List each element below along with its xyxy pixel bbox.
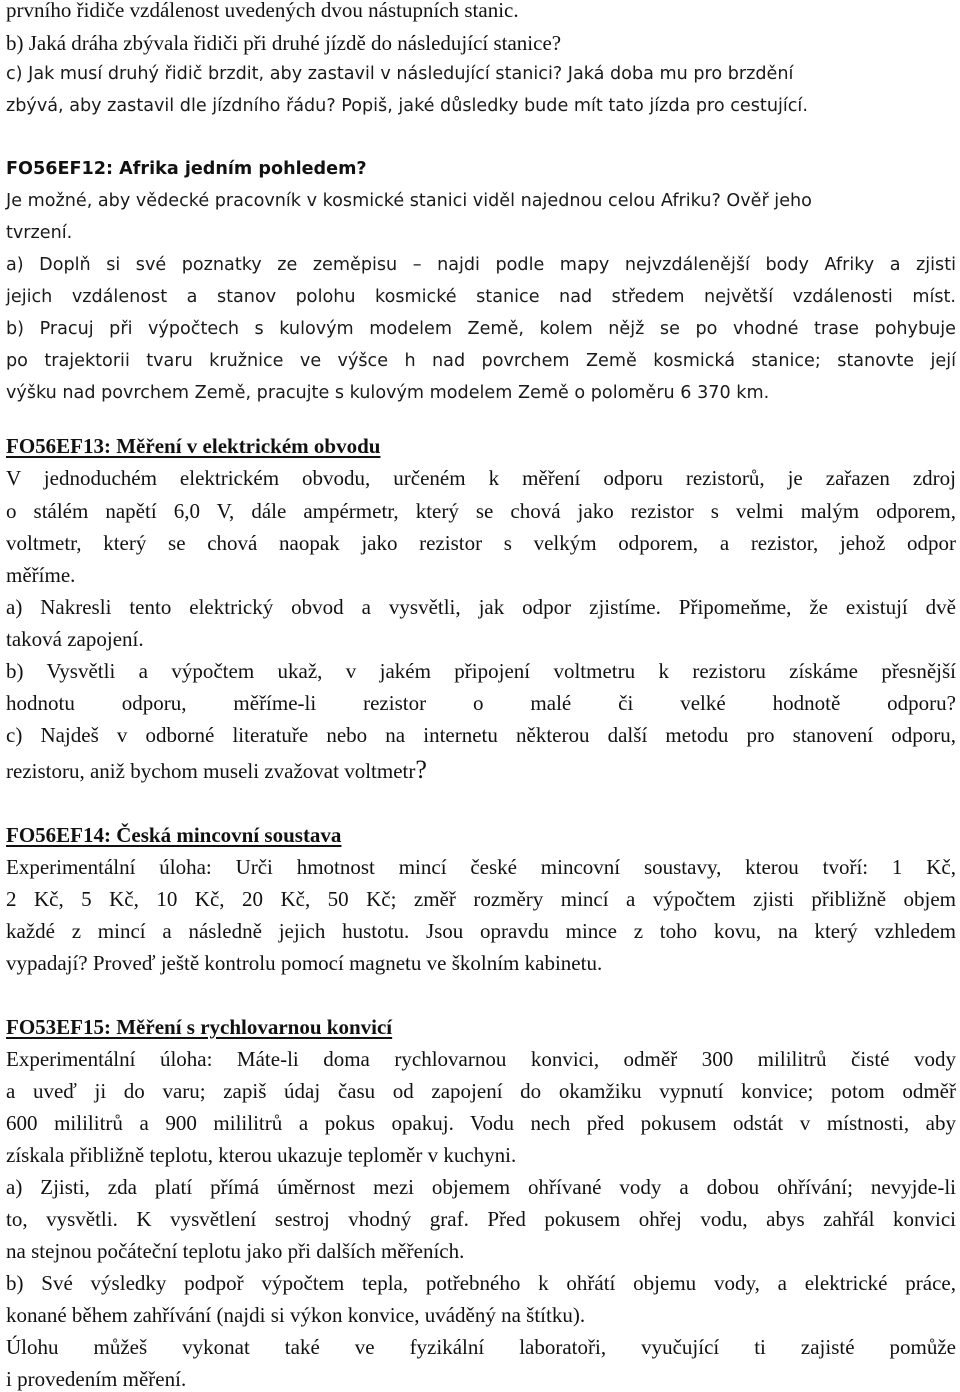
text-line: a) Nakresli tento elektrický obvod a vysvětli, jak odpor zjistíme. Připomeňme, že existují dvě xyxy=(6,595,956,619)
text-line: konané během zahřívání (najdi si výkon konvice, uváděný na štítku). xyxy=(6,1303,586,1327)
text-line: 2 Kč, 5 Kč, 10 Kč, 20 Kč, 50 Kč; změř rozměry mincí a výpočtem zjisti přibližně objem xyxy=(6,887,956,911)
section-heading-ef13: FO56EF13: Měření v elektrickém obvodu xyxy=(6,434,381,458)
text-line: získala přibližně teplotu, kterou ukazuje teploměr v kuchyni. xyxy=(6,1143,517,1167)
text-line: po trajektorii tvaru kružnice ve výšce h nad povrchem Země kosmická stanice; stanovte její xyxy=(6,351,956,371)
text-line: V jednoduchém elektrickém obvodu, určeném k měření odporu rezistorů, je zařazen zdroj xyxy=(6,466,956,490)
text-line: prvního řidiče vzdálenost uvedených dvou nástupních stanic. xyxy=(6,0,519,22)
text-line: Experimentální úloha: Urči hmotnost mincí české mincovní soustavy, kterou tvoří: 1 Kč, xyxy=(6,855,956,879)
section-heading-ef12: FO56EF12: Afrika jedním pohledem? xyxy=(6,159,367,179)
text-line: hodnotu odporu, měříme-li rezistor o malé či velké hodnotě odporu? xyxy=(6,691,956,715)
section-heading-ef15: FO53EF15: Měření s rychlovarnou konvicí xyxy=(6,1015,393,1039)
text-line: to, vysvětli. K vysvětlení sestroj vhodný graf. Před pokusem ohřej vodu, abys zahřál konvici xyxy=(6,1207,956,1231)
text-line: taková zapojení. xyxy=(6,627,144,651)
text-line: b) Své výsledky podpoř výpočtem tepla, potřebného k ohřátí objemu vody, a elektrické práce, xyxy=(6,1271,956,1295)
text-line: Experimentální úloha: Máte-li doma rychlovarnou konvici, odměř 300 mililitrů čisté vody xyxy=(6,1047,956,1071)
text-line: a) Zjisti, zda platí přímá úměrnost mezi objemem ohřívané vody a dobou ohřívání; nevyjde-li xyxy=(6,1175,956,1199)
text-line: b) Vysvětli a výpočtem ukaž, v jakém připojení voltmetru k rezistoru získáme přesnější xyxy=(6,659,956,683)
text-line: a uveď ji do varu; zapiš údaj času od zapojení do okamžiku vypnutí konvice; potom odměř xyxy=(6,1079,956,1103)
question-mark: ? xyxy=(415,755,427,784)
text-line: Je možné, aby vědecké pracovník v kosmické stanici viděl najednou celou Afriku? Ověř jeho xyxy=(6,191,812,211)
text-line: vypadají? Proveď ještě kontrolu pomocí magnetu ve školním kabinetu. xyxy=(6,951,603,975)
text-line: tvrzení. xyxy=(6,223,73,243)
text-line: zbývá, aby zastavil dle jízdního řádu? Popiš, jaké důsledky bude mít tato jízda pro cestující. xyxy=(6,96,808,116)
section-heading-ef14: FO56EF14: Česká mincovní soustava xyxy=(6,823,342,847)
text-line: výšku nad povrchem Země, pracujte s kulovým modelem Země o poloměru 6 370 km. xyxy=(6,383,770,403)
text-line: Úlohu můžeš vykonat také ve fyzikální laboratoři, vyučující ti zajisté pomůže xyxy=(6,1335,956,1359)
text-line: 600 mililitrů a 900 mililitrů a pokus opakuj. Vodu nech před pokusem odstát v místnosti, aby xyxy=(6,1111,956,1135)
text-line: o stálém napětí 6,0 V, dále ampérmetr, který se chová jako rezistor s velmi malým odporem, xyxy=(6,499,956,523)
text-line: c) Najdeš v odborné literatuře nebo na internetu některou další metodu pro stanovení odporu, xyxy=(6,723,956,747)
text-line: na stejnou počáteční teplotu jako při dalších měřeních. xyxy=(6,1239,465,1263)
text-fragment: rezistoru, aniž bychom museli zvažovat voltmetr xyxy=(6,759,416,783)
text-line: každé z mincí a následně jejich hustotu. Jsou opravdu mince z toho kovu, na který vzhledem xyxy=(6,919,956,943)
text-line: c) Jak musí druhý řidič brzdit, aby zastavil v následující stanici? Jaká doba mu pro brzdění xyxy=(6,64,794,84)
text-line: i provedením měření. xyxy=(6,1367,187,1391)
text-line xyxy=(6,757,956,783)
text-line: b) Jaká dráha zbývala řidiči při druhé jízdě do následující stanice? xyxy=(6,31,562,55)
text-line: b) Pracuj při výpočtech s kulovým modelem Země, kolem nějž se po vhodné trase pohybuje xyxy=(6,319,956,339)
text-line: a) Doplň si své poznatky ze zeměpisu – najdi podle mapy nejvzdálenější body Afriky a zjisti xyxy=(6,255,956,275)
text-line: voltmetr, který se chová naopak jako rezistor s velkým odporem, a rezistor, jehož odpor xyxy=(6,531,956,555)
text-line: měříme. xyxy=(6,563,76,587)
text-line: jejich vzdálenost a stanov polohu kosmické stanice nad středem největší vzdálenosti míst. xyxy=(6,287,956,307)
